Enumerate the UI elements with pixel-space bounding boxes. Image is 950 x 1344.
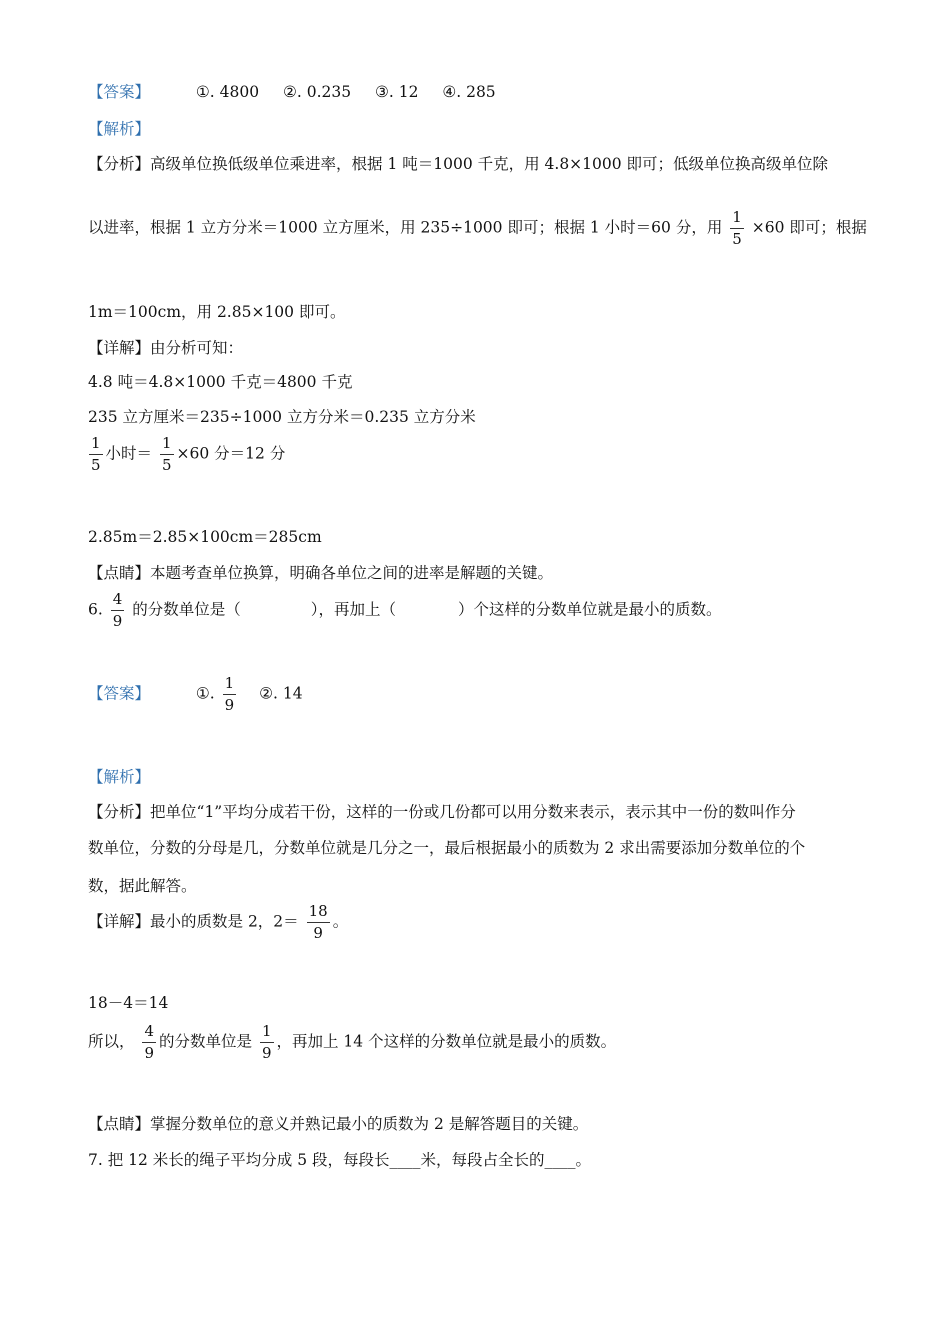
fraction-denominator: 9 xyxy=(144,1044,154,1062)
question-text: 的分数单位是（ xyxy=(132,600,241,619)
q5-analysis-line-2 xyxy=(88,210,867,247)
question-text: ），再加上（ xyxy=(310,600,396,619)
detail-text: 的分数单位是 xyxy=(159,1032,253,1051)
fraction-denominator: 5 xyxy=(732,230,742,248)
analysis-text: 高级单位换低级单位乘进率，根据 1 吨＝1000 千克，用 4.8×1000 即可；低级单位换高级单位除 xyxy=(150,155,829,173)
detail-label: 【详解】 xyxy=(88,339,151,357)
fraction-1-5 xyxy=(730,210,744,247)
q5-detail-intro xyxy=(88,336,243,358)
fraction-denominator: 9 xyxy=(112,612,123,630)
point-text: 本题考查单位换算，明确各单位之间的进率是解题的关键。 xyxy=(150,564,554,582)
fraction-numerator: 4 xyxy=(142,1024,156,1043)
fraction-1-9 xyxy=(260,1024,274,1061)
analysis-text: ×60 即可；根据 xyxy=(751,218,867,237)
q6-detail-line-2: 18－4＝14 xyxy=(88,994,169,1012)
answer-3: ③. 12 xyxy=(374,83,419,101)
q5-point-line xyxy=(88,561,553,583)
answer-label: 【答案】 xyxy=(88,684,151,703)
fraction-denominator: 9 xyxy=(313,924,323,942)
fraction-numerator: 1 xyxy=(260,1024,274,1043)
q5-analysis-line-1 xyxy=(88,152,828,174)
jiexi-label: 【解析】 xyxy=(88,120,151,138)
jiexi-label: 【解析】 xyxy=(88,768,151,786)
answer-1: ①. 4800 xyxy=(195,83,260,101)
analysis-label: 【分析】 xyxy=(88,155,151,173)
fraction-numerator: 1 xyxy=(89,436,103,455)
detail-text: 。 xyxy=(332,912,349,931)
fraction-denominator: 5 xyxy=(91,456,101,474)
question-number: 6. xyxy=(88,600,103,619)
fraction-numerator: 1 xyxy=(223,676,237,695)
q6-analysis-line-2: 数单位，分数的分母是几，分数单位就是几分之一，最后根据最小的质数为 2 求出需要添加分数单位的个 xyxy=(88,839,806,857)
answer-4: ④. 285 xyxy=(442,83,496,101)
q7-question-line: 7. 把 12 米长的绳子平均分成 5 段，每段长____米，每段占全长的____。 xyxy=(88,1151,592,1169)
fraction-numerator: 4 xyxy=(111,592,125,611)
detail-text: 所以， xyxy=(88,1032,135,1051)
fraction-denominator: 9 xyxy=(261,1044,272,1062)
answer-1-prefix: ①. xyxy=(195,684,215,703)
point-label: 【点睛】 xyxy=(88,1115,151,1133)
q5-analysis-line-3: 1m＝100cm，用 2.85×100 即可。 xyxy=(88,303,346,321)
fraction-4-9 xyxy=(111,592,125,629)
q5-detail-line-4: 2.85m＝2.85×100cm＝285cm xyxy=(88,528,322,546)
fraction-1-5 xyxy=(160,436,174,473)
fraction-denominator: 9 xyxy=(224,696,235,714)
fraction-numerator: 1 xyxy=(160,436,174,455)
analysis-label: 【分析】 xyxy=(88,803,151,821)
q5-detail-line-1: 4.8 吨＝4.8×1000 千克＝4800 千克 xyxy=(88,373,353,391)
point-text: 掌握分数单位的意义并熟记最小的质数为 2 是解答题目的关键。 xyxy=(150,1115,589,1133)
q5-detail-line-2: 235 立方厘米＝235÷1000 立方分米＝0.235 立方分米 xyxy=(88,408,476,426)
fraction-1-5 xyxy=(89,436,103,473)
detail-text: 最小的质数是 2，2＝ xyxy=(150,912,299,931)
fraction-4-9 xyxy=(142,1024,156,1061)
detail-text: 小时＝ xyxy=(105,444,153,463)
q6-answer-line xyxy=(88,676,303,713)
detail-text: 由分析可知： xyxy=(150,339,244,357)
fraction-denominator: 5 xyxy=(162,456,172,474)
analysis-text: 以进率，根据 1 立方分米＝1000 立方厘米，用 235÷1000 即可；根据 1 小时＝60 分，用 xyxy=(88,218,723,237)
detail-text: ，再加上 14 个这样的分数单位就是最小的质数。 xyxy=(276,1032,617,1051)
q6-analysis-line-3: 数，据此解答。 xyxy=(88,877,197,895)
q6-detail-line-1 xyxy=(88,904,348,941)
q6-detail-line-3 xyxy=(88,1024,616,1061)
fraction-18-9 xyxy=(307,904,330,941)
detail-label: 【详解】 xyxy=(88,912,151,931)
q6-point-line xyxy=(88,1112,588,1134)
fraction-numerator: 1 xyxy=(730,210,744,229)
q6-question-line xyxy=(88,592,722,629)
q6-analysis-line-1 xyxy=(88,800,796,822)
fraction-numerator: 18 xyxy=(307,904,330,923)
q5-detail-line-3 xyxy=(86,436,285,473)
detail-text: ×60 分＝12 分 xyxy=(176,444,286,463)
answer-2: ②. 0.235 xyxy=(282,83,352,101)
q5-answer-line xyxy=(88,80,496,102)
question-text: ）个这样的分数单位就是最小的质数。 xyxy=(458,600,722,619)
answer-label: 【答案】 xyxy=(88,83,151,101)
fraction-1-9 xyxy=(223,676,237,713)
analysis-text: 把单位“1”平均分成若干份，这样的一份或几份都可以用分数来表示，表示其中一份的数叫作分 xyxy=(150,803,796,821)
point-label: 【点睛】 xyxy=(88,564,151,582)
answer-2: ②. 14 xyxy=(259,684,303,703)
